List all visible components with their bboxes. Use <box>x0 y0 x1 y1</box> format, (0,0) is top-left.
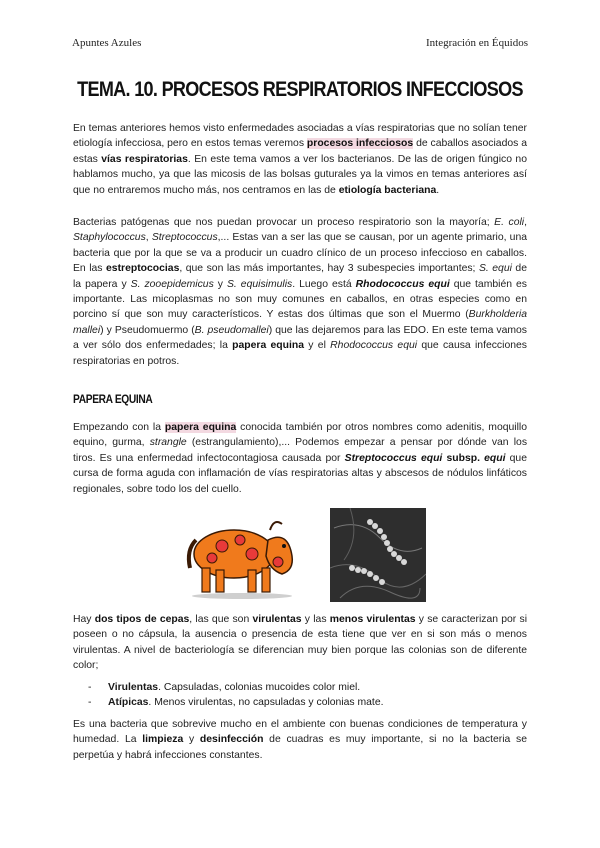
list-item: - Atípicas. Menos virulentas, no capsuladas y colonias mate. <box>88 697 384 709</box>
horse-cartoon-image <box>182 510 302 600</box>
page-title: TEMA. 10. PROCESOS RESPIRATORIOS INFECCIOSOS <box>77 78 523 101</box>
strain-list <box>88 680 528 711</box>
paragraph-intro: En temas anteriores hemos visto enfermedades asociadas a vías respiratorias que no solían tener etiología infecciosa, pero en estos temas veremos procesos infecciosos de caballos asociados a estas vías respiratorias. En este tema vamos a ver los bacterianos. De las de origen fúngico no hablamos mucho, ya que las micosis de las bolsas guturales ya la vimos en temas anteriores así que no entraremos mucho más, nos centramos en las de etiología bacteriana. <box>73 123 527 196</box>
bacteria-micrograph-image <box>330 508 426 602</box>
paragraph-strains: Hay dos tipos de cepas, las que son virulentas y las menos virulentas y se caracterizan por si poseen o no cápsula, la ausencia o presencia de esta tiene que ver en si son más o menos virulentas. A nivel de bacteriología se diferencian muy bien porque las colonias son de diferente color; <box>73 614 527 672</box>
paragraph-bacteria: Bacterias patógenas que nos puedan provocar un proceso respiratorio son la mayoría; E. coli, Staphylococcus, Streptococcus,... Estas van a ser las que se causan, por un agente primario, una bacteria que por la que se va a producir un cuadro clínico de un proceso infeccioso en caballos. En las estreptococias, que son las más importantes, hay 3 subespecies importantes; S. equi de la papera y S. zooepidemicus y S. equisimulis. Luego está Rhodococcus equi que también es importante. Las micoplasmas no son muy comunes en caballos, en otras especies como en porcino sí que son muy característicos. Y estas dos últimas que son el Muermo (Burkholderia mallei) y Pseudomuermo (B. pseudomallei) que las dejaremos para las EDO. En este tema vamos a ver sólo dos enfermedades; la papera equina y el Rhodococcus equi que causa infecciones respiratorias en potros. <box>73 217 528 367</box>
paragraph-papera: Empezando con la papera equina conocida también por otros nombres como adenitis, moquillo equino, gurma, strangle (estrangulamiento),... Podemos empezar a pensar por dónde van los tiros. Es una enfermedad infectocontagiosa causada por Streptococcus equi subsp. equi que cursa de forma aguda con inflamación de vías respiratorias altas y abscesos de nódulos linfáticos regionales, sobre todo los del cuello. <box>73 422 528 495</box>
header-right: Integración en Équidos <box>425 37 528 49</box>
list-item: - Virulentas. Capsuladas, colonias mucoides color miel. <box>88 682 361 693</box>
paragraph-environment: Es una bacteria que sobrevive mucho en el ambiente con buenas condiciones de temperatura y humedad. La limpieza y desinfección de cuadras es muy importante, si no la bacteria se perpetúa y habrá infecciones constantes. <box>73 719 527 761</box>
header-left: Apuntes Azules <box>72 37 142 49</box>
section-heading: PAPERA EQUINA <box>73 392 153 406</box>
